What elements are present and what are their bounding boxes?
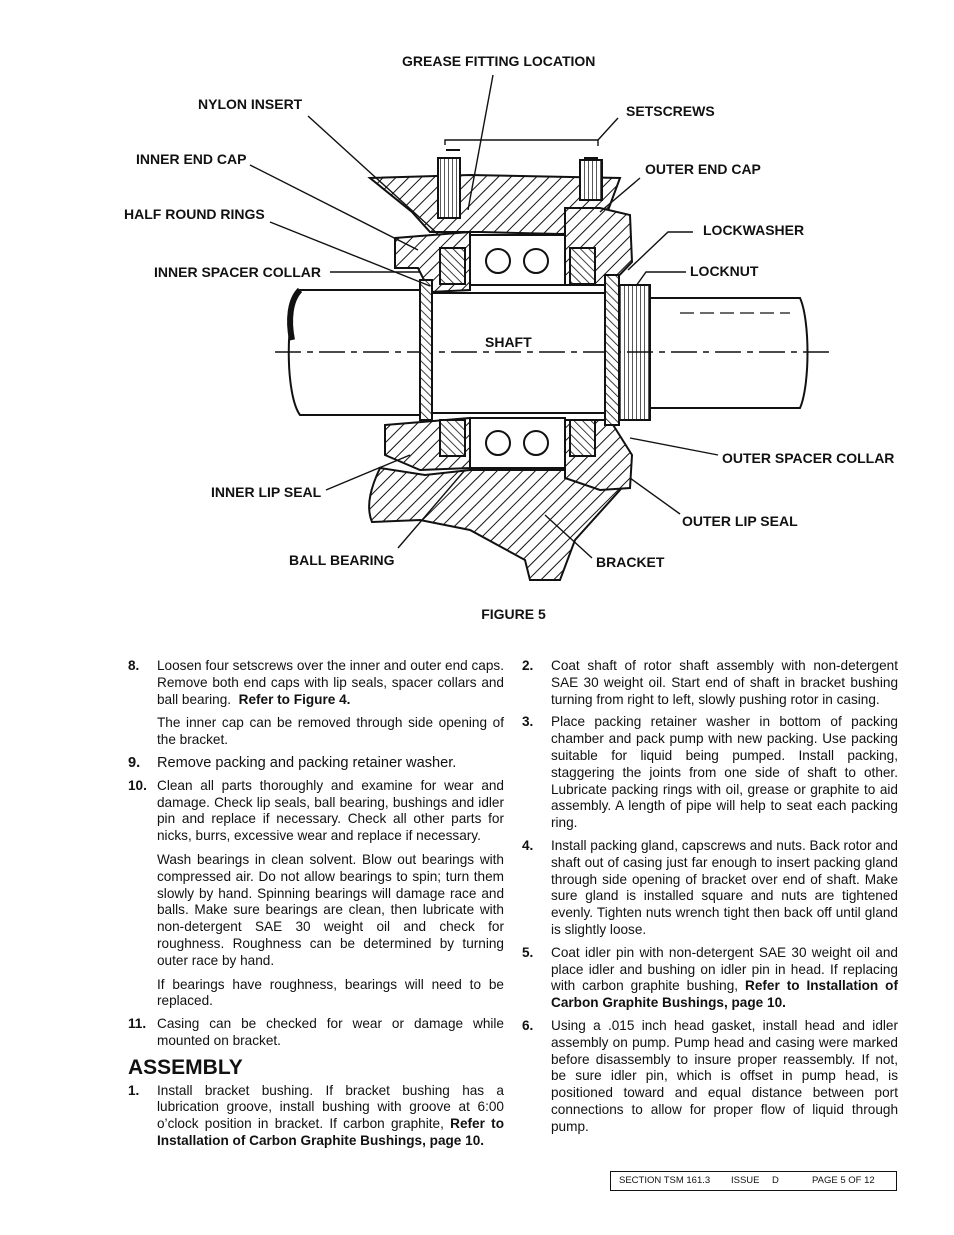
label-outer-lip-seal: OUTER LIP SEAL [682, 513, 798, 529]
step-text: Using a .015 inch head gasket, install head and idler assembly on pump. Pump head and casing were marked before disassembly to insure proper reassembly. If not, be sure idler pin, which is offset in pump head, is positioned toward and equal distance between port connections to allow for proper flow of liquid through pump. [551, 1017, 898, 1134]
assembly-step-1 [128, 1083, 504, 1150]
figure-reference: Refer to Figure 4. [238, 691, 351, 707]
step-text: Install bracket bushing. If bracket bushing has a lubrication groove, install bushing with groove at 6:00 o’clock position in bracket. If carbon graphite, Refer to Installation of Carbon Graphite Bushings, page 10. [157, 1082, 504, 1148]
section-heading: ASSEMBLY [128, 1055, 243, 1079]
label-half-round-rings: HALF ROUND RINGS [124, 206, 265, 222]
step-text: Wash bearings in clean solvent. Blow out bearings with compressed air. Do not allow bearings to spin; turn them slowly by hand. Spinning bearings will damage race and balls. Make sure bearings are clean, then lubricate with non-detergent SAE 30 weight oil and check for roughness. Roughness can be determined by turning outer race by hand. [157, 851, 504, 968]
assembly-step-5 [522, 945, 898, 1012]
label-outer-spacer-collar: OUTER SPACER COLLAR [722, 450, 895, 466]
footer-issue-value: D [772, 1175, 779, 1186]
footer-section: SECTION TSM 161.3 [619, 1175, 711, 1186]
label-lockwasher: LOCKWASHER [703, 222, 805, 238]
step-number: 9. [128, 754, 141, 771]
page-footer [610, 1171, 897, 1191]
step-text: The inner cap can be removed through side opening of the bracket. [157, 715, 504, 748]
step-text: Clean all parts thoroughly and examine for wear and damage. Check lip seals, ball bearing, bushings and idler pin and replace if necessary. Check all other parts for nicks, burrs, excessive wear and replace if necessary. [157, 777, 504, 844]
label-outer-end-cap: OUTER END CAP [645, 161, 761, 177]
step-number: 8. [128, 658, 140, 673]
step-number: 11. [128, 1016, 147, 1032]
step-text: Casing can be checked for wear or damage while mounted on bracket. [157, 1016, 504, 1048]
step-text: Install packing gland, capscrews and nuts. Back rotor and shaft out of casing just far enough to insert packing gland through side opening of bracket over end of shaft. Make sure gland is installed square and nuts are tightened evenly. Tighten nuts wrench tight then back off until gland is slightly loose. [551, 837, 898, 937]
label-inner-lip-seal: INNER LIP SEAL [211, 484, 322, 500]
assembly-step-2 [522, 658, 898, 708]
step-11 [128, 1016, 504, 1050]
step-number: 6. [522, 1017, 534, 1033]
step-text: Coat idler pin with non-detergent SAE 30 weight oil and place idler and bushing on idler pin in head. If replacing with carbon graphite bushing, Refer to Installation of Carbon Graphite Bushings, page 10. [551, 944, 898, 1011]
label-shaft: SHAFT [485, 334, 532, 350]
step-text: Place packing retainer washer in bottom of packing chamber and pack pump with new packing. Use packing suitable for liquid being pumped. Install packing, staggering the joints from one side of shaft to other. Lubricate packing rings with oil, grease or graphite to aid assembly. A length of pipe will help to seat each packing ring. [551, 714, 898, 831]
footer-issue-label: ISSUE [731, 1175, 760, 1186]
bearing-assembly-figure [0, 0, 954, 600]
page-reference: Refer to Installation of Carbon Graphite Bushings, page 10. [157, 1116, 504, 1148]
assembly-step-3 [522, 714, 898, 832]
left-column [128, 658, 504, 1156]
step-text: Remove packing and packing retainer washer. [157, 754, 457, 771]
label-setscrews: SETSCREWS [626, 103, 715, 119]
step-number: 3. [522, 714, 534, 730]
label-inner-spacer-collar: INNER SPACER COLLAR [154, 264, 321, 280]
step-text: If bearings have roughness, bearings will need to be replaced. [157, 976, 504, 1009]
label-inner-end-cap: INNER END CAP [136, 151, 247, 167]
label-bracket: BRACKET [596, 554, 665, 570]
page-reference: Refer to Installation of Carbon Graphite Bushings, page 10. [551, 978, 898, 1011]
label-locknut: LOCKNUT [690, 263, 759, 279]
label-grease-fitting: GREASE FITTING LOCATION [402, 53, 596, 69]
label-ball-bearing: BALL BEARING [289, 552, 395, 568]
drawing [250, 75, 830, 580]
right-column [522, 658, 898, 1142]
assembly-step-4 [522, 838, 898, 939]
step-number: 10. [128, 777, 147, 793]
assembly-step-6 [522, 1018, 898, 1136]
figure-caption: FIGURE 5 [481, 606, 546, 622]
step-9 [128, 755, 504, 772]
step-number: 2. [522, 658, 534, 673]
step-text: Loosen four setscrews over the inner and outer end caps. Remove both end caps with lip seals, spacer collars and ball bearing. Refer to Figure 4. [157, 658, 504, 707]
step-number: 1. [128, 1082, 140, 1098]
footer-page: PAGE 5 OF 12 [812, 1175, 875, 1186]
step-number: 5. [522, 944, 534, 960]
step-text: Coat shaft of rotor shaft assembly with non-detergent SAE 30 weight oil. Start end of shaft in bracket bushing turning from right to left, slowly pushing rotor in casing. [551, 658, 898, 707]
step-number: 4. [522, 837, 534, 853]
step-8 [128, 658, 504, 749]
step-10 [128, 778, 504, 1010]
label-nylon-insert: NYLON INSERT [198, 96, 303, 112]
